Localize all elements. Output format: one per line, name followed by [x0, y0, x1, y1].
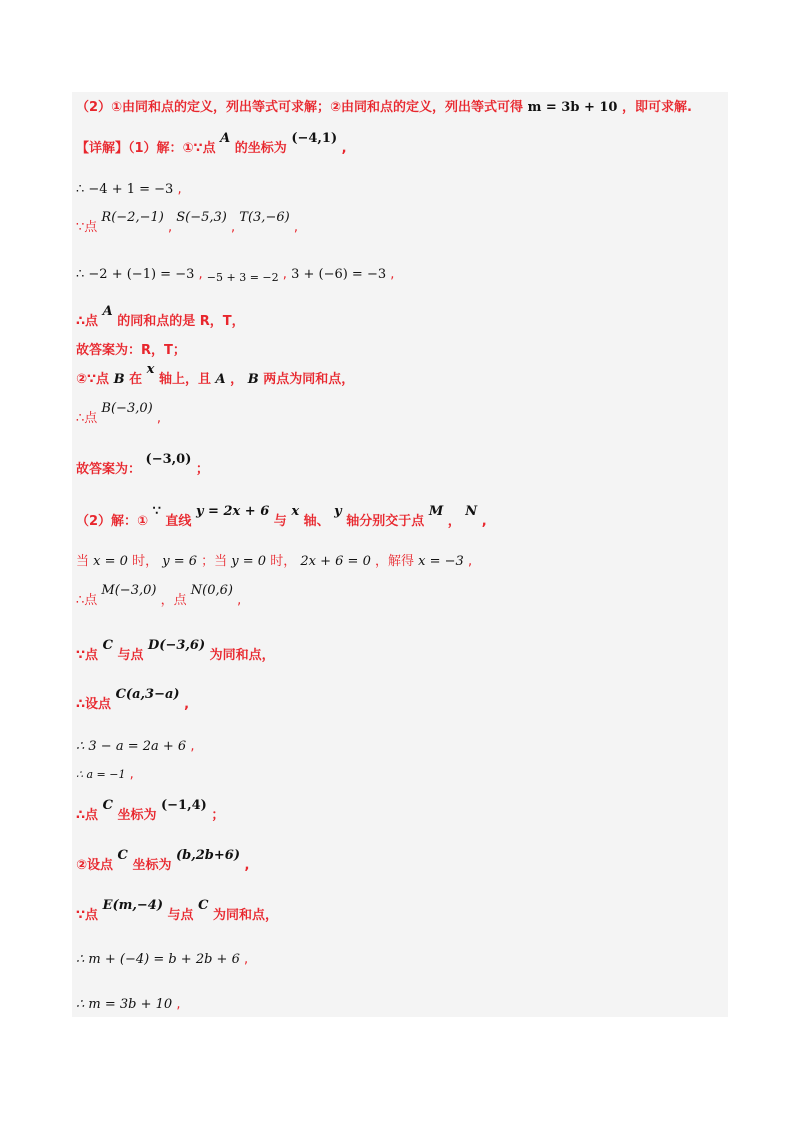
text: ∴点: [76, 593, 98, 608]
cd-line: [76, 638, 275, 665]
text: ∴点: [76, 808, 99, 823]
analysis-part-2: [76, 99, 692, 117]
coordinate: C(a,3−a): [115, 687, 180, 702]
coordinate: N(0,6): [190, 583, 233, 598]
text: ,: [177, 182, 182, 197]
text: 轴分别交于点: [346, 514, 425, 529]
text: ∴点: [76, 411, 98, 426]
formula: y = 0: [231, 554, 267, 569]
formula: ∴ −4 + 1 = −3: [76, 182, 174, 197]
text: 的同和点的是 R，T，: [117, 314, 245, 329]
point-label: C: [198, 898, 209, 913]
mn-points-line: [76, 583, 242, 610]
points-line: [76, 210, 298, 237]
text: ,: [231, 220, 236, 235]
conclusion-line: [76, 304, 245, 331]
solution-a-line: [76, 766, 134, 784]
answer-line: [76, 342, 186, 360]
text: ；: [195, 462, 209, 477]
formula: −5 + 3 = −2: [206, 271, 279, 284]
text: ,: [129, 767, 134, 782]
text: ,: [190, 739, 195, 754]
text: ∵点: [76, 908, 99, 923]
text: （2）解：①: [76, 514, 149, 529]
coordinate: T(3,−6): [239, 210, 290, 225]
text: 时，: [132, 554, 159, 569]
text: ；当: [201, 554, 228, 569]
point-label: C: [102, 638, 113, 653]
point-label: A: [102, 304, 113, 319]
point-label: M: [428, 504, 444, 519]
coordinate: S(−5,3): [176, 210, 227, 225]
part-2b-line: [76, 848, 250, 875]
result-m-line: [76, 996, 180, 1014]
text: ②∵点: [76, 372, 110, 387]
text: ∵点: [76, 648, 99, 663]
formula: ∴ m = 3b + 10: [76, 997, 173, 1012]
calc-line: [76, 181, 182, 199]
text: ,: [244, 858, 250, 873]
formula: ∴ −2 + (−1) = −3: [76, 267, 195, 282]
text: 的坐标为: [234, 141, 287, 156]
coordinate: R(−2,−1): [101, 210, 164, 225]
text: ,: [167, 220, 173, 235]
formula: y = 6: [162, 554, 197, 569]
formula: m = 3b + 10: [527, 100, 618, 115]
text: ∴点: [76, 314, 99, 329]
text: ②设点: [76, 858, 114, 873]
text: ∴设点: [76, 697, 112, 712]
text: ,: [481, 514, 487, 529]
axis-label: x: [146, 362, 155, 377]
text: ,: [184, 697, 190, 712]
text: 坐标为: [132, 858, 172, 873]
axis-label: x: [291, 504, 300, 519]
point-label: N: [465, 504, 478, 519]
text: ∵点: [76, 220, 98, 235]
formula: x = 0: [93, 554, 128, 569]
formula: ∴ m + (−4) = b + 2b + 6: [76, 952, 240, 967]
equation-line: [76, 738, 194, 756]
text: ，即可求解.: [622, 100, 692, 115]
text: ，: [230, 372, 244, 387]
coordinate: (b,2b+6): [175, 848, 240, 863]
text: 【详解】（1）解：①∵点: [76, 141, 216, 156]
text: 与点: [167, 908, 194, 923]
text: 在: [129, 372, 143, 387]
text: ,: [176, 997, 181, 1012]
text: ,: [156, 411, 161, 426]
text: ；: [211, 808, 225, 823]
coordinate: M(−3,0): [101, 583, 157, 598]
symbol: ∵: [152, 504, 161, 519]
point-b-line: [76, 401, 161, 428]
text: ，解得: [374, 554, 414, 569]
point-label: C: [102, 798, 113, 813]
text: ,: [282, 267, 287, 282]
text: 坐标为: [117, 808, 157, 823]
part-2-solution-line: [76, 504, 487, 531]
coordinate: (−1,4): [161, 798, 207, 813]
coordinate: (−3,0): [145, 452, 192, 467]
set-c-line: [76, 687, 190, 714]
text: 时，: [270, 554, 297, 569]
text: 轴上，且: [158, 372, 211, 387]
sums-line: [76, 266, 394, 284]
text: 直线: [165, 514, 192, 529]
point-label: C: [117, 848, 128, 863]
formula: 3 + (−6) = −3: [291, 267, 387, 282]
text: 故答案为：R，T；: [76, 343, 186, 358]
text: 与点: [117, 648, 144, 663]
text: ,: [390, 267, 395, 282]
text: ，: [447, 514, 461, 529]
c-coordinate-line: [76, 798, 225, 825]
formula: ∴ 3 − a = 2a + 6: [76, 739, 187, 754]
ec-line: [76, 898, 278, 925]
text: 为同和点，: [212, 908, 278, 923]
intersection-line: [76, 553, 472, 571]
text: ，点: [160, 593, 187, 608]
point-label: A: [215, 372, 226, 387]
point-label: A: [220, 131, 231, 146]
point-label: B: [247, 372, 259, 387]
coordinate: B(−3,0): [101, 401, 153, 416]
answer-line: [76, 452, 209, 479]
text: 两点为同和点，: [263, 372, 355, 387]
text: ,: [341, 141, 347, 156]
formula: x = −3: [418, 554, 464, 569]
coordinate: E(m,−4): [102, 898, 164, 913]
text: ,: [244, 952, 249, 967]
text: ,: [198, 267, 203, 282]
coordinate: (−4,1): [291, 131, 338, 146]
text: 为同和点，: [209, 648, 275, 663]
text: （2）①由同和点的定义，列出等式可求解；②由同和点的定义，列出等式可得: [76, 100, 524, 115]
formula: y = 2x + 6: [195, 504, 270, 519]
text: 与: [273, 514, 287, 529]
text: ,: [293, 220, 298, 235]
equation-m-line: [76, 951, 248, 969]
text: 故答案为：: [76, 462, 142, 477]
text: 当: [76, 554, 90, 569]
text: ,: [467, 554, 473, 569]
point-label: B: [113, 372, 125, 387]
detail-heading-line: [76, 131, 347, 158]
coordinate: D(−3,6): [148, 638, 206, 653]
text: 轴、: [303, 514, 330, 529]
formula: ∴ a = −1: [76, 768, 126, 781]
part-2-line: [76, 362, 355, 389]
formula: 2x + 6 = 0: [300, 554, 371, 569]
axis-label: y: [334, 504, 342, 519]
text: ,: [237, 593, 242, 608]
